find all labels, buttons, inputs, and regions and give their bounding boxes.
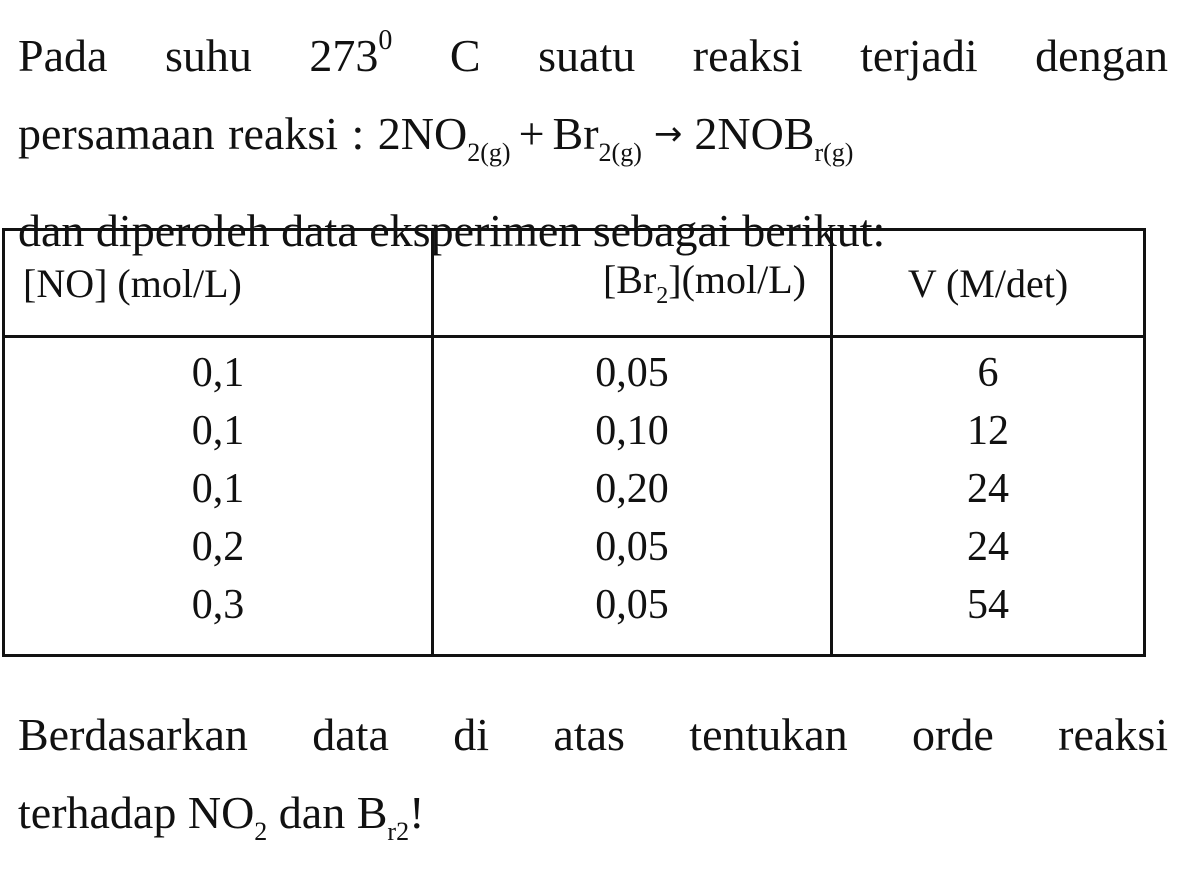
table-row xyxy=(4,576,1145,656)
prompt-no2: terhadap NO xyxy=(18,787,255,838)
question-line-1 xyxy=(18,2,1168,95)
experiment-data-table xyxy=(2,228,1146,657)
cell-rate: 12 xyxy=(832,402,1145,460)
reaction-equation-line xyxy=(18,95,1168,192)
prompt-br2-subscript: r2 xyxy=(387,817,410,846)
question-line-4: Berdasarkan data di atas tentukan orde reaksi xyxy=(18,709,1168,760)
cell-no: 0,1 xyxy=(4,402,433,460)
prompt-exclamation: ! xyxy=(409,787,425,838)
question-line-3: dan diperoleh data eksperimen sebagai berikut: xyxy=(18,205,886,256)
degree-superscript: 0 xyxy=(378,25,393,56)
header-br2-subscript: 2 xyxy=(656,283,669,309)
plus-sign: + xyxy=(518,108,545,159)
product-nobr: 2NOB xyxy=(694,108,815,159)
cell-br2: 0,20 xyxy=(433,460,832,518)
prompt-br2: dan B xyxy=(278,787,388,838)
cell-rate: 54 xyxy=(832,576,1145,656)
cell-rate: 6 xyxy=(832,337,1145,403)
table-row xyxy=(4,460,1145,518)
cell-no: 0,3 xyxy=(4,576,433,656)
table-row xyxy=(4,402,1145,460)
temperature-text: Pada suhu 273 xyxy=(18,30,379,81)
question-line-5 xyxy=(18,774,1168,871)
cell-br2: 0,05 xyxy=(433,518,832,576)
product-nobr-subscript: r(g) xyxy=(814,138,854,167)
header-br2-concentration xyxy=(433,230,832,337)
cell-rate: 24 xyxy=(832,518,1145,576)
cell-br2: 0,10 xyxy=(433,402,832,460)
cell-no: 0,1 xyxy=(4,460,433,518)
table-row xyxy=(4,337,1145,403)
header-rate: V (M/det) xyxy=(832,230,1145,337)
header-br2-part-b: ](mol/L) xyxy=(668,257,806,302)
header-no-concentration: [NO] (mol/L) xyxy=(4,230,433,337)
reaction-arrow-icon: → xyxy=(653,114,683,154)
header-br2-part-a: [Br xyxy=(602,257,657,302)
question-prompt xyxy=(18,696,1168,871)
reactant-br2-subscript: 2(g) xyxy=(598,138,642,167)
prompt-no2-subscript: 2 xyxy=(254,817,268,846)
cell-no: 0,1 xyxy=(4,337,433,403)
cell-no: 0,2 xyxy=(4,518,433,576)
table-header-row xyxy=(4,230,1145,337)
cell-rate: 24 xyxy=(832,460,1145,518)
cell-br2: 0,05 xyxy=(433,337,832,403)
reactant-no2-subscript: 2(g) xyxy=(467,138,511,167)
reactant-br2: Br xyxy=(552,108,599,159)
reactant-no2: 2NO xyxy=(377,108,468,159)
equation-prefix: persamaan reaksi : xyxy=(18,108,365,159)
cell-br2: 0,05 xyxy=(433,576,832,656)
question-line-1-rest: C suatu reaksi terjadi dengan xyxy=(449,30,1168,81)
table-row xyxy=(4,518,1145,576)
